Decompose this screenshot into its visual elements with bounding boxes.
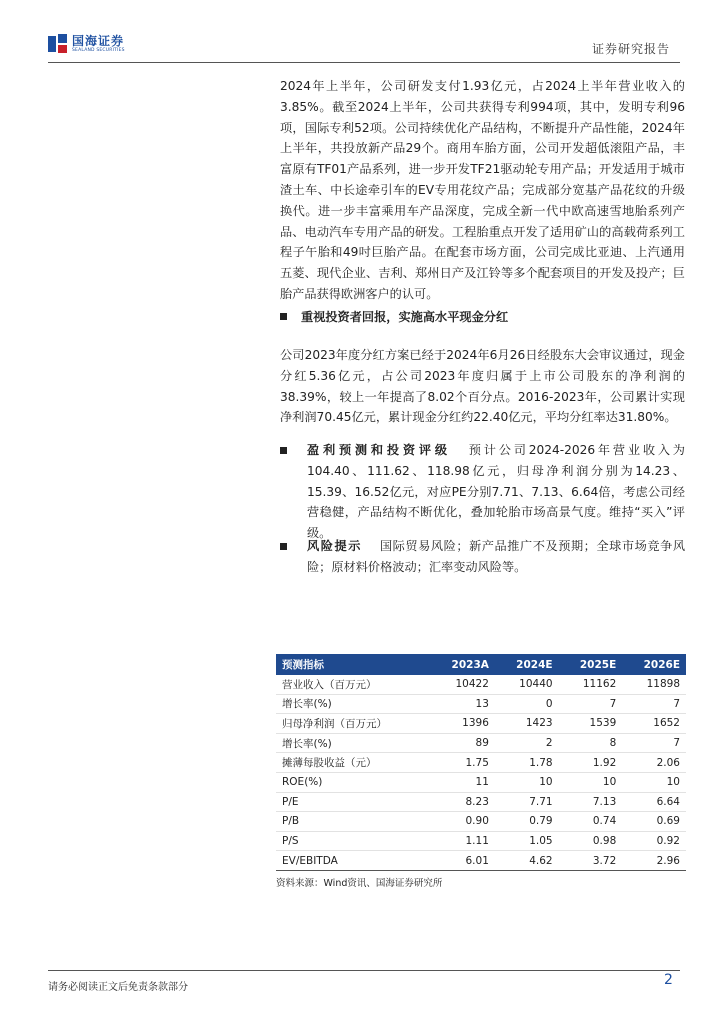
logo-mark-icon xyxy=(48,34,68,54)
table-cell: 0.74 xyxy=(559,812,623,832)
table-cell: 6.01 xyxy=(430,851,495,871)
table-cell: 1.75 xyxy=(430,753,495,773)
table-header-cell: 2023A xyxy=(451,658,489,671)
table-cell: 10422 xyxy=(430,675,495,694)
table-header-cell: 2025E xyxy=(579,658,617,671)
table-cell: 1652 xyxy=(622,714,686,734)
table-source-note: 资料来源：Wind资讯、国海证券研究所 xyxy=(276,877,443,889)
row-label-cell: P/E xyxy=(276,792,430,812)
table-cell: 0.92 xyxy=(622,831,686,851)
table-cell: 10440 xyxy=(495,675,559,694)
table-row xyxy=(276,733,686,753)
table-cell: 1.05 xyxy=(495,831,559,851)
table-header-row xyxy=(276,654,686,675)
table-cell: 3.72 xyxy=(559,851,623,871)
table-cell: 2 xyxy=(495,733,559,753)
table-cell: 1.78 xyxy=(495,753,559,773)
square-bullet-icon xyxy=(280,543,287,550)
rating-text: 预计公司2024-2026年营业收入为104.40、111.62、118.98亿元，归母净利润分别为14.23、15.39、16.52亿元，对应PE分别7.71、7.13、6.64倍，考虑公司经营稳健，产品结构不断优化，叠加轮胎市场高景气度。维持“买入”评级。 xyxy=(307,443,685,541)
rd-paragraph: 2024年上半年，公司研发支付1.93亿元，占2024上半年营业收入的3.85%。截至2024上半年，公司共获得专利994项，其中，发明专利96项，国际专利52项。公司持续优化产品结构，不断提升产品性能，2024年上半年，共投放新产品29个。商用车胎方面，公司开发超低滚阻产品，丰富原有TF01产品系列，进一步开发TF21驱动轮专用产品；开发适用于城市渣土车、中长途牵引车的EV专用花纹产品；完成部分宽基产品花纹的升级换代。进一步丰富乘用车产品深度，完成全新一代中欧高速雪地胎系列产品、电动汽车专用产品的研发。工程胎重点开发了适用矿山的高载荷系列工程子午胎和49吋巨胎产品。在配套市场方面，公司完成比亚迪、上汽通用五菱、现代企业、吉利、郑州日产及江铃等多个配套项目的开发及投产；巨胎产品获得欧洲客户的认可。 xyxy=(280,79,685,301)
table-row xyxy=(276,812,686,832)
row-label-cell: ROE(%) xyxy=(276,772,430,792)
header-divider xyxy=(48,62,680,63)
table-cell: 7 xyxy=(622,694,686,714)
row-label-cell: P/S xyxy=(276,831,430,851)
table-cell: 2.06 xyxy=(622,753,686,773)
table-header-cell: 预测指标 xyxy=(282,659,324,671)
table-row xyxy=(276,694,686,714)
table-cell: 89 xyxy=(430,733,495,753)
table-cell: 4.62 xyxy=(495,851,559,871)
table-header-cell: 2024E xyxy=(516,658,553,671)
row-label-cell: P/B xyxy=(276,812,430,832)
table-cell: 10 xyxy=(559,772,623,792)
table-row xyxy=(276,831,686,851)
table-cell: 0.79 xyxy=(495,812,559,832)
table-body xyxy=(276,675,686,870)
table-cell: 10 xyxy=(495,772,559,792)
row-label-cell: 摊薄每股收益（元） xyxy=(276,753,430,773)
table-row xyxy=(276,753,686,773)
logo-name-cn: 国海证券 xyxy=(72,33,125,48)
rating-label: 盈利预测和投资评级 xyxy=(307,443,451,457)
table-cell: 2.96 xyxy=(622,851,686,871)
table-row xyxy=(276,851,686,871)
logo-name-en: SEALAND SECURITIES xyxy=(72,47,125,53)
page-header xyxy=(48,26,680,62)
table-cell: 7 xyxy=(559,694,623,714)
company-logo xyxy=(48,32,125,56)
risk-item xyxy=(280,536,685,578)
section-heading xyxy=(280,308,508,325)
table-cell: 6.64 xyxy=(622,792,686,812)
row-label-cell: 营业收入（百万元） xyxy=(276,675,430,694)
table-row xyxy=(276,772,686,792)
table-cell: 8 xyxy=(559,733,623,753)
table-cell: 1.11 xyxy=(430,831,495,851)
dividend-paragraph: 公司2023年度分红方案已经于2024年6月26日经股东大会审议通过，现金分红5.36亿元，占公司2023年度归属于上市公司股东的净利润的38.39%，较上一年提高了8.02个百分点。2016-2023年，公司累计实现净利润70.45亿元，累计现金分红约22.40亿元，平均分红率达31.80%。 xyxy=(280,348,685,425)
table-row xyxy=(276,792,686,812)
table-cell: 11898 xyxy=(622,675,686,694)
table-header-cell: 2026E xyxy=(643,658,680,671)
footer-divider xyxy=(48,970,680,971)
table-cell: 7.13 xyxy=(559,792,623,812)
table-cell: 7.71 xyxy=(495,792,559,812)
risk-text: 国际贸易风险；新产品推广不及预期；全球市场竞争风险；原材料价格波动；汇率变动风险等。 xyxy=(307,539,686,574)
rating-item xyxy=(280,440,685,544)
risk-label: 风险提示 xyxy=(307,539,362,553)
row-label-cell: 增长率(%) xyxy=(276,733,430,753)
disclaimer-text: 请务必阅读正文后免责条款部分 xyxy=(48,982,188,993)
table-cell: 10 xyxy=(622,772,686,792)
table-cell: 13 xyxy=(430,694,495,714)
table-cell: 11162 xyxy=(559,675,623,694)
section-heading-text: 重视投资者回报，实施高水平现金分红 xyxy=(301,310,509,324)
row-label-cell: 增长率(%) xyxy=(276,694,430,714)
row-label-cell: EV/EBITDA xyxy=(276,851,430,871)
table-cell: 8.23 xyxy=(430,792,495,812)
square-bullet-icon xyxy=(280,313,287,320)
document-type-label: 证券研究报告 xyxy=(591,42,670,56)
page-number: 2 xyxy=(664,972,673,988)
table-cell: 1423 xyxy=(495,714,559,734)
table-cell: 1.92 xyxy=(559,753,623,773)
table-cell: 1539 xyxy=(559,714,623,734)
table-cell: 7 xyxy=(622,733,686,753)
table-cell: 1396 xyxy=(430,714,495,734)
forecast-table xyxy=(276,654,686,871)
table-row xyxy=(276,675,686,694)
square-bullet-icon xyxy=(280,447,287,454)
table-cell: 11 xyxy=(430,772,495,792)
table-cell: 0.90 xyxy=(430,812,495,832)
table-cell: 0 xyxy=(495,694,559,714)
row-label-cell: 归母净利润（百万元） xyxy=(276,714,430,734)
table-cell: 0.69 xyxy=(622,812,686,832)
table-row xyxy=(276,714,686,734)
table-cell: 0.98 xyxy=(559,831,623,851)
forecast-table-section xyxy=(276,654,686,889)
